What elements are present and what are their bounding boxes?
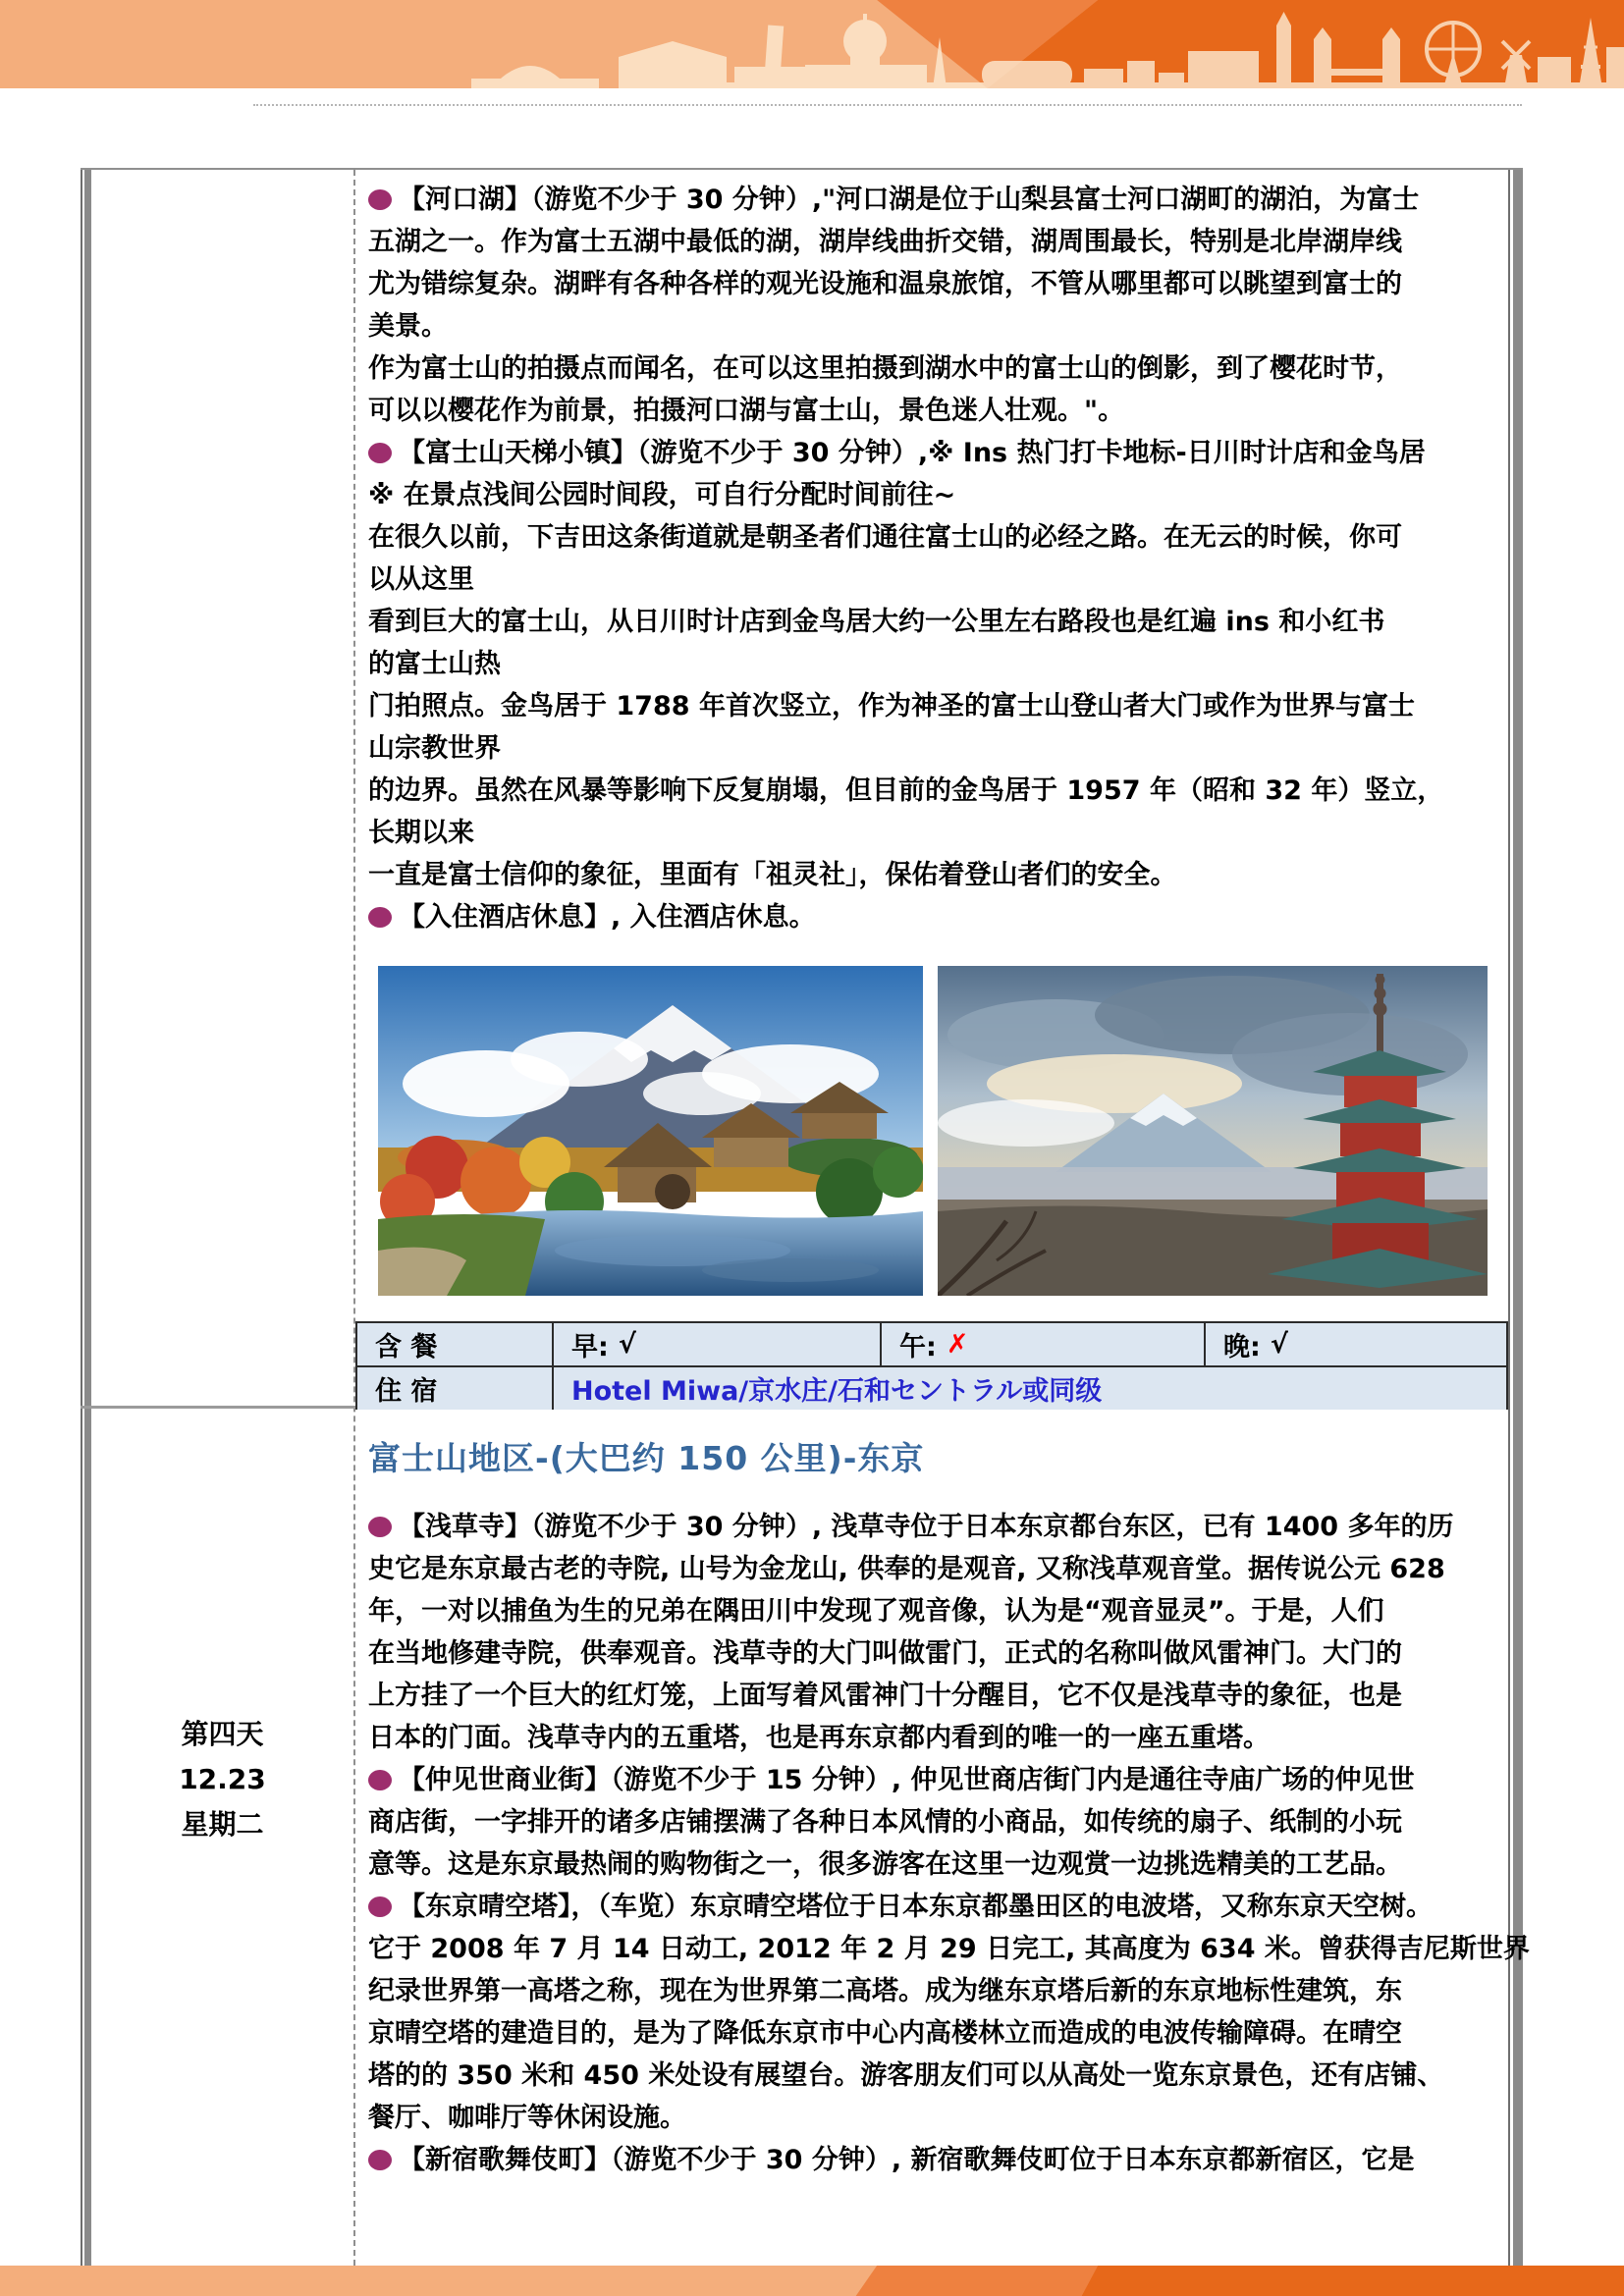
itinerary-text-line: 长期以来: [368, 818, 474, 848]
day4-sidebar-line: 12.23: [179, 1763, 266, 1795]
day4-sidebar-line: 星期二: [181, 1808, 264, 1841]
itinerary-text-line: 可以以樱花作为前景，拍摄河口湖与富士山，景色迷人壮观。"。: [368, 396, 1125, 426]
day4-route-title: 富士山地区-(大巴约 150 公里)-东京: [368, 1439, 925, 1477]
meals-hotel-table: [355, 1321, 1508, 1410]
itinerary-text-line: 塔的的 350 米和 450 米处设有展望台。游客朋友们可以从高处一览东京景色，还有店铺、: [368, 2060, 1444, 2091]
itinerary-text-line: 年，一对以捕鱼为生的兄弟在隅田川中发现了观音像，认为是“观音显灵”。于是，人们: [368, 1596, 1384, 1627]
lunch-cell: [880, 1323, 1204, 1365]
itinerary-text-line: 【河口湖】（游览不少于 30 分钟）,"河口湖是位于山梨县富士河口湖町的湖泊，为富士: [368, 179, 1512, 221]
itinerary-text-line: ※ 在景点浅间公园时间段，可自行分配时间前往~: [368, 480, 956, 510]
itinerary-text-line: 看到巨大的富士山，从日川时计店到金鸟居大约一公里左右路段也是红遍 ins 和小红书: [368, 607, 1385, 637]
bullet-icon: [368, 1896, 392, 1917]
breakfast-check-icon: √: [618, 1329, 636, 1360]
city-skyline-icon: [471, 10, 1624, 88]
day4-sidebar-line: 第四天: [181, 1718, 264, 1750]
itinerary-text-line: 意等。这是东京最热闹的购物街之一，很多游客在这里一边观赏一边挑选精美的工艺品。: [368, 1849, 1402, 1880]
header-divider-dotted-line: [253, 104, 1522, 106]
itinerary-text-line: 【新宿歌舞伎町】（游览不少于 30 分钟）, 新宿歌舞伎町位于日本东京都新宿区，它是: [368, 2139, 1512, 2181]
breakfast-cell: [552, 1323, 880, 1365]
itinerary-text-line: 作为富士山的拍摄点而闻名，在可以这里拍摄到湖水中的富士山的倒影，到了樱花时节，: [368, 353, 1402, 384]
hotel-row: [355, 1365, 1508, 1410]
bullet-icon: [368, 907, 392, 928]
itinerary-text-line: 五湖之一。作为富士五湖中最低的湖，湖岸线曲折交错，湖周围最长，特别是北岸湖岸线: [368, 227, 1402, 257]
hotel-names: Hotel Miwa/京水庄/石和セントラル或同级: [552, 1367, 1506, 1410]
itinerary-text-line: 一直是富士信仰的象征，里面有「祖灵社」，保佑着登山者们的安全。: [368, 860, 1177, 890]
itinerary-text-line: 以从这里: [368, 564, 474, 595]
itinerary-text-line: 史它是东京最古老的寺院, 山号为金龙山, 供奉的是观音, 又称浅草观音堂。据传说公元 628: [368, 1554, 1445, 1584]
page-header-banner: [0, 0, 1624, 88]
meals-row: [355, 1321, 1508, 1365]
table-left-border-bar: [84, 170, 91, 2266]
itinerary-text-line: 【富士山天梯小镇】（游览不少于 30 分钟）,※ Ins 热门打卡地标-日川时计店和金鸟居: [368, 432, 1512, 474]
itinerary-text-line: 上方挂了一个巨大的红灯笼，上面写着风雷神门十分醒目，它不仅是浅草寺的象征，也是: [368, 1681, 1402, 1711]
itinerary-text-line: 的边界。虽然在风暴等影响下反复崩塌，但目前的金鸟居于 1957 年（昭和 32 年）竖立，: [368, 775, 1444, 806]
day4-sidebar-label: [91, 1712, 353, 1847]
fuji-autumn-village-photo: [378, 966, 923, 1296]
itinerary-text-line: 在很久以前，下吉田这条街道就是朝圣者们通往富士山的必经之路。在无云的时候，你可: [368, 522, 1402, 553]
dinner-cell: [1204, 1323, 1506, 1365]
breakfast-label: 早:: [571, 1332, 609, 1362]
itinerary-text-line: 【浅草寺】（游览不少于 30 分钟）, 浅草寺位于日本东京都台东区，已有 1400 多年的历: [368, 1506, 1512, 1548]
itinerary-text-line: 山宗教世界: [368, 733, 501, 764]
dinner-check-icon: √: [1270, 1329, 1288, 1360]
itinerary-text-line: 在当地修建寺院，供奉观音。浅草寺的大门叫做雷门，正式的名称叫做风雷神门。大门的: [368, 1638, 1402, 1669]
meals-label: 含 餐: [375, 1332, 438, 1362]
itinerary-text-line: 它于 2008 年 7 月 14 日动工, 2012 年 2 月 29 日完工, 其高度为 634 米。曾获得吉尼斯世界: [368, 1934, 1530, 1964]
itinerary-text-line: 【入住酒店休息】, 入住酒店休息。: [368, 896, 1512, 938]
bullet-icon: [368, 1517, 392, 1537]
chureito-pagoda-fuji-photo: [938, 966, 1488, 1296]
itinerary-text-line: 商店街，一字排开的诸多店铺摆满了各种日本风情的小商品，如传统的扇子、纸制的小玩: [368, 1807, 1402, 1838]
hotel-label: 住 宿: [375, 1376, 438, 1407]
day-column-dashed-divider: [353, 170, 355, 2266]
table-top-border: [81, 168, 1523, 170]
bullet-icon: [368, 189, 392, 210]
day4-itinerary-text: [368, 1506, 1530, 2181]
itinerary-text-line: 尤为错综复杂。湖畔有各种各样的观光设施和温泉旅馆，不管从哪里都可以眺望到富士的: [368, 269, 1402, 299]
itinerary-text-line: 日本的门面。浅草寺内的五重塔，也是再东京都内看到的唯一的一座五重塔。: [368, 1723, 1270, 1753]
page-footer-banner: [0, 2266, 1624, 2296]
dinner-label: 晚:: [1223, 1332, 1261, 1362]
bullet-icon: [368, 443, 392, 463]
itinerary-text-line: 纪录世界第一高塔之称，现在为世界第二高塔。成为继东京塔后新的东京地标性建筑，东: [368, 1976, 1402, 2006]
bullet-icon: [368, 2150, 392, 2170]
table-left-border: [81, 170, 82, 2266]
day3-itinerary-text: [368, 179, 1512, 938]
itinerary-text-line: 【仲见世商业街】（游览不少于 15 分钟）, 仲见世商店街门内是通往寺庙广场的仲见世: [368, 1759, 1512, 1801]
itinerary-text-line: 美景。: [368, 311, 448, 342]
itinerary-text-line: 餐厅、咖啡厅等休闲设施。: [368, 2103, 686, 2133]
itinerary-text-line: 的富士山热: [368, 649, 501, 679]
itinerary-text-line: 京晴空塔的建造目的，是为了降低东京市中心内高楼林立而造成的电波传输障碍。在晴空: [368, 2018, 1402, 2049]
lunch-label: 午:: [899, 1332, 937, 1362]
lunch-cross-icon: ✗: [946, 1329, 969, 1360]
itinerary-text-line: 门拍照点。金鸟居于 1788 年首次竖立，作为神圣的富士山登山者大门或作为世界与富士: [368, 691, 1415, 721]
bullet-icon: [368, 1770, 392, 1790]
itinerary-text-line: 【东京晴空塔】，（车览）东京晴空塔位于日本东京都墨田区的电波塔，又称东京天空树。: [368, 1886, 1512, 1928]
